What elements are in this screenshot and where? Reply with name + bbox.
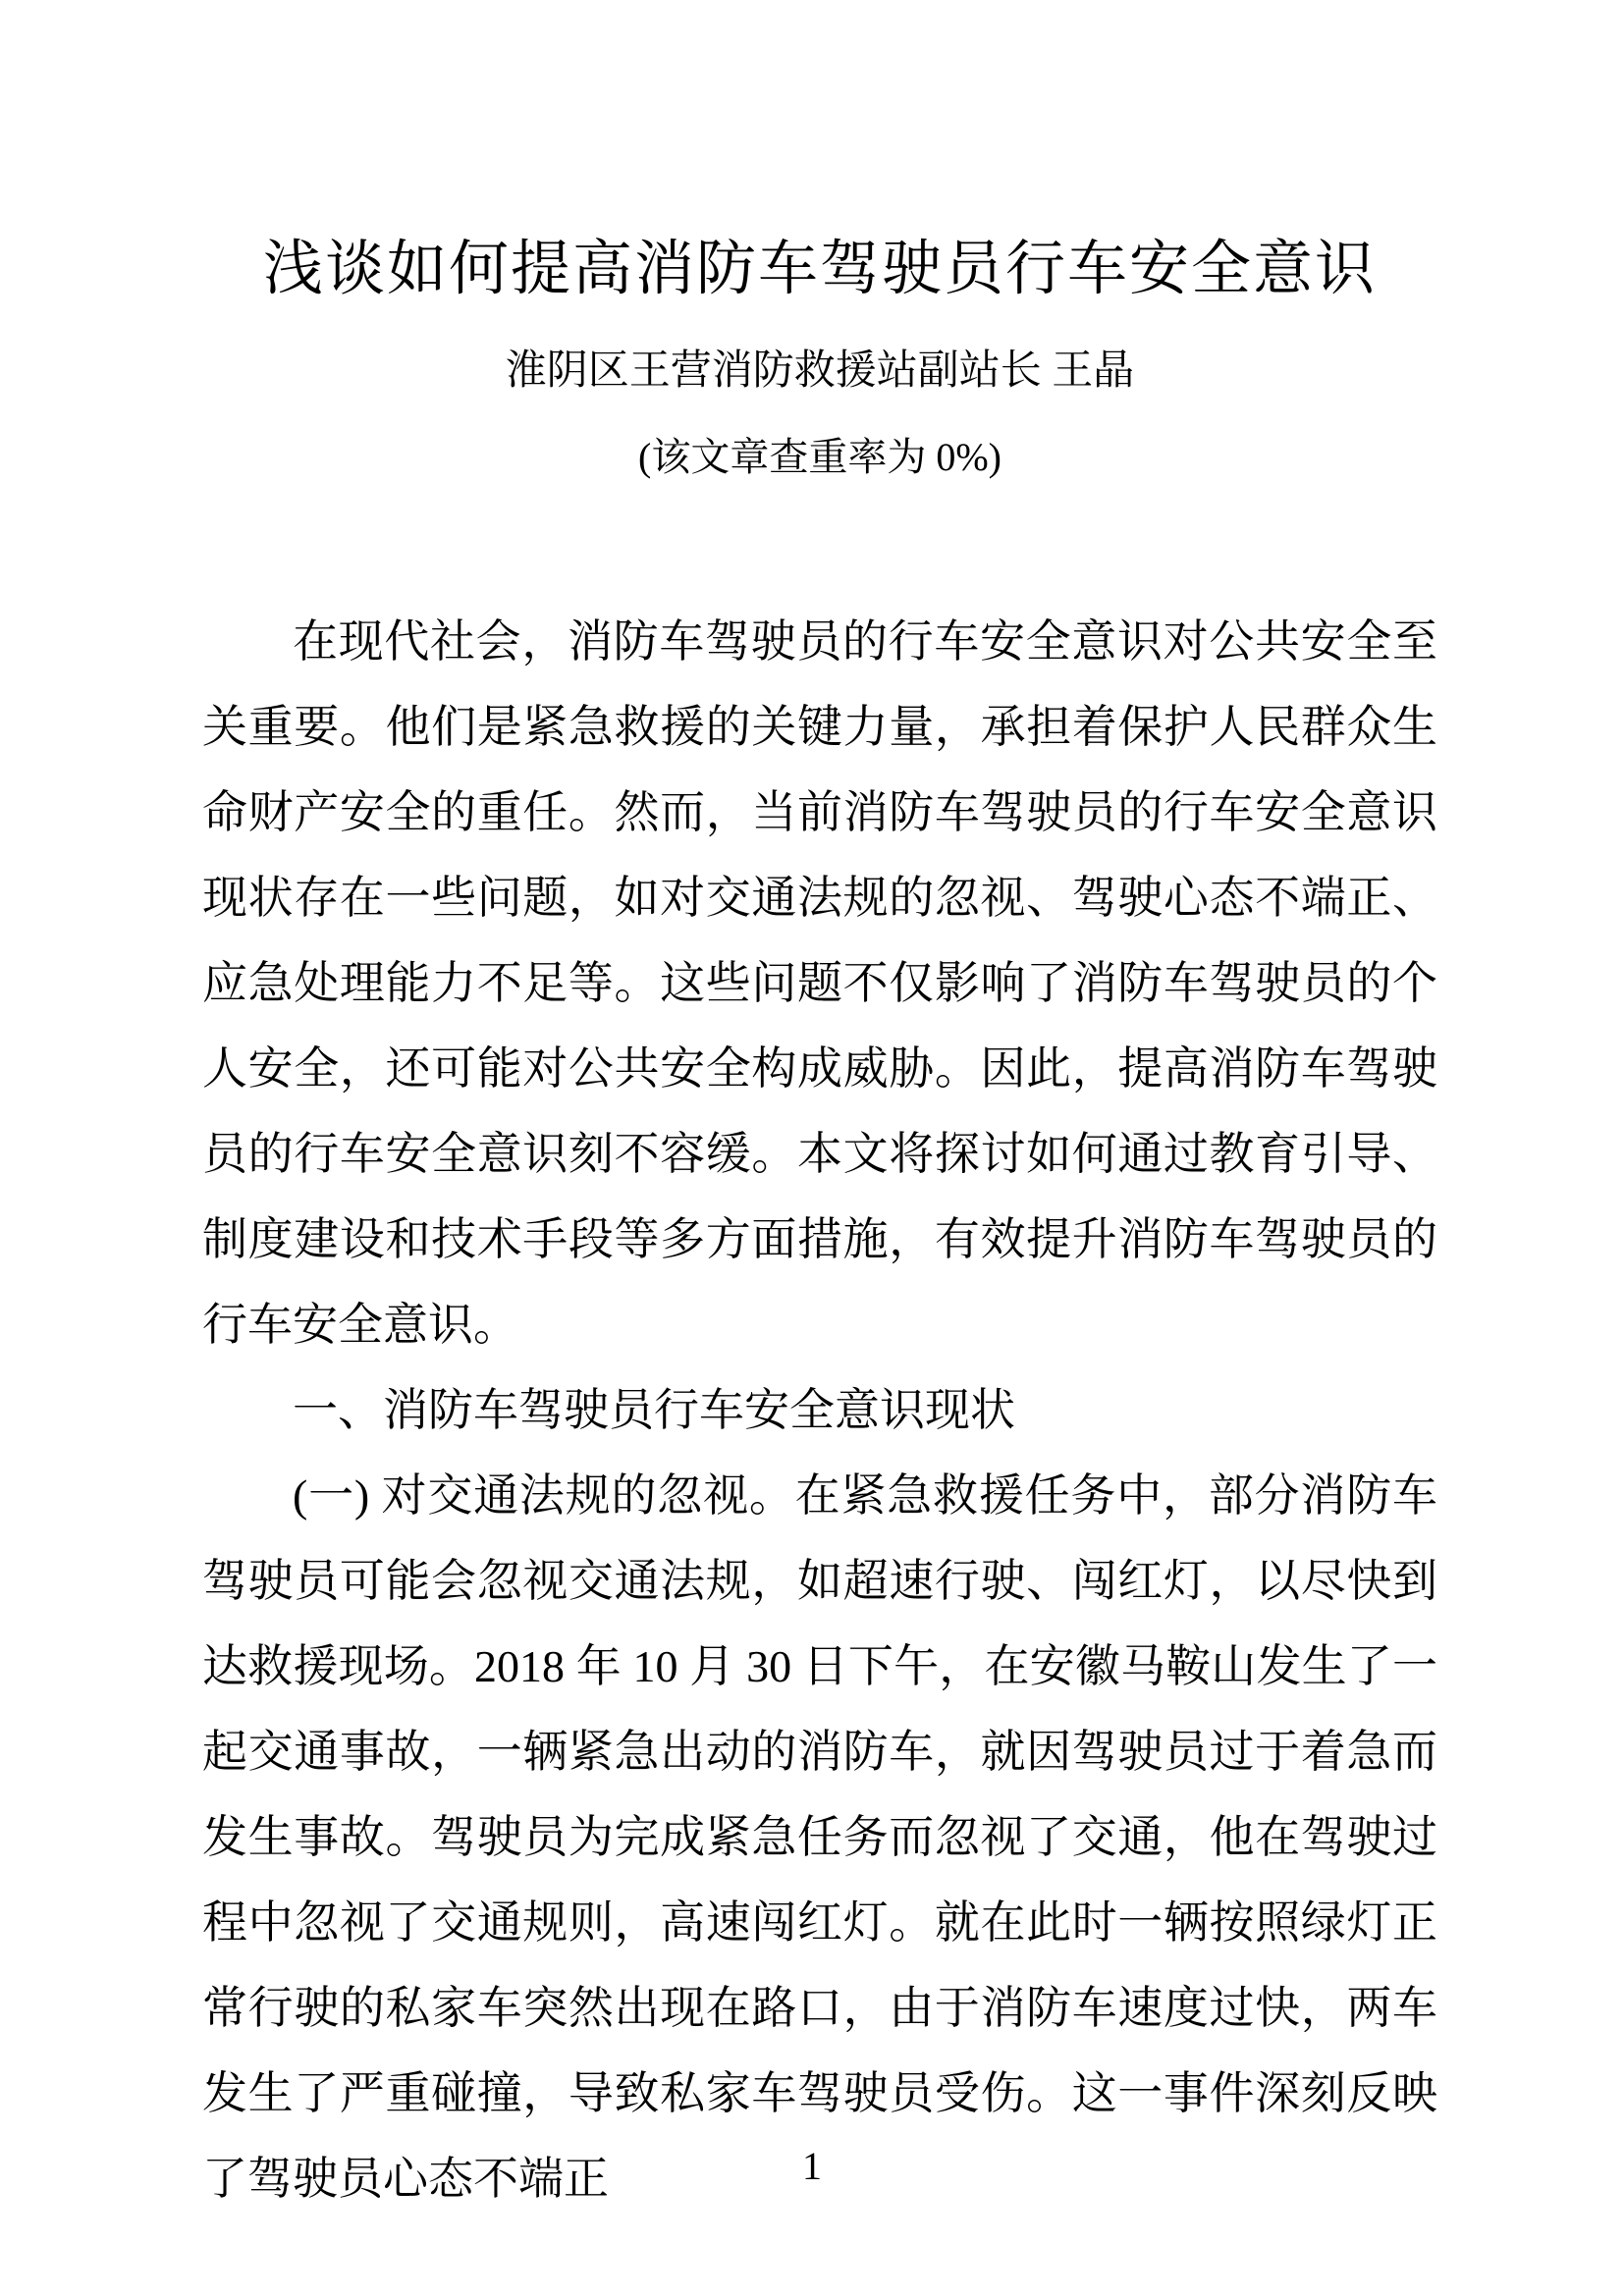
paragraph-section-1-item-1: (一) 对交通法规的忽视。在紧急救援任务中，部分消防车驾驶员可能会忽视交通法规，如超速行驶、闯红灯，以尽快到达救援现场。2018 年 10 月 30 日下午，在安徽马鞍山发生了一起交通事故，一辆紧急出动的消防车，就因驾驶员过于着急而发生事故。驾驶员为完成紧急任务而忽视了交通，他在驾驶过程中忽视了交通规则，高速闯红灯。就在此时一辆按照绿灯正常行驶的私家车突然出现在路口，由于消防车速度过快，两车发生了严重碰撞，导致私家车驾驶员受伤。这一事件深刻反映了驾驶员心态不端正	[202, 1469, 1437, 2204]
author-line: 淮阴区王营消防救援站副站长 王晶	[505, 348, 1135, 395]
plagiarism-check-note: (该文章查重率为 0%)	[638, 434, 1001, 479]
page-number: 1	[802, 2144, 822, 2188]
section-heading-1: 一、消防车驾驶员行车安全意识现状	[293, 1384, 1015, 1435]
document-title: 浅谈如何提高消防车驾驶员行车安全意识	[262, 237, 1377, 302]
paragraph-introduction: 在现代社会，消防车驾驶员的行车安全意识对公共安全至关重要。他们是紧急救援的关键力量，承担着保护人民群众生命财产安全的重任。然而，当前消防车驾驶员的行车安全意识现状存在一些问题，如对交通法规的忽视、驾驶心态不端正、应急处理能力不足等。这些问题不仅影响了消防车驾驶员的个人安全，还可能对公共安全构成威胁。因此，提高消防车驾驶员的行车安全意识刻不容缓。本文将探讨如何通过教育引导、制度建设和技术手段等多方面措施，有效提升消防车驾驶员的行车安全意识。	[202, 615, 1437, 1350]
